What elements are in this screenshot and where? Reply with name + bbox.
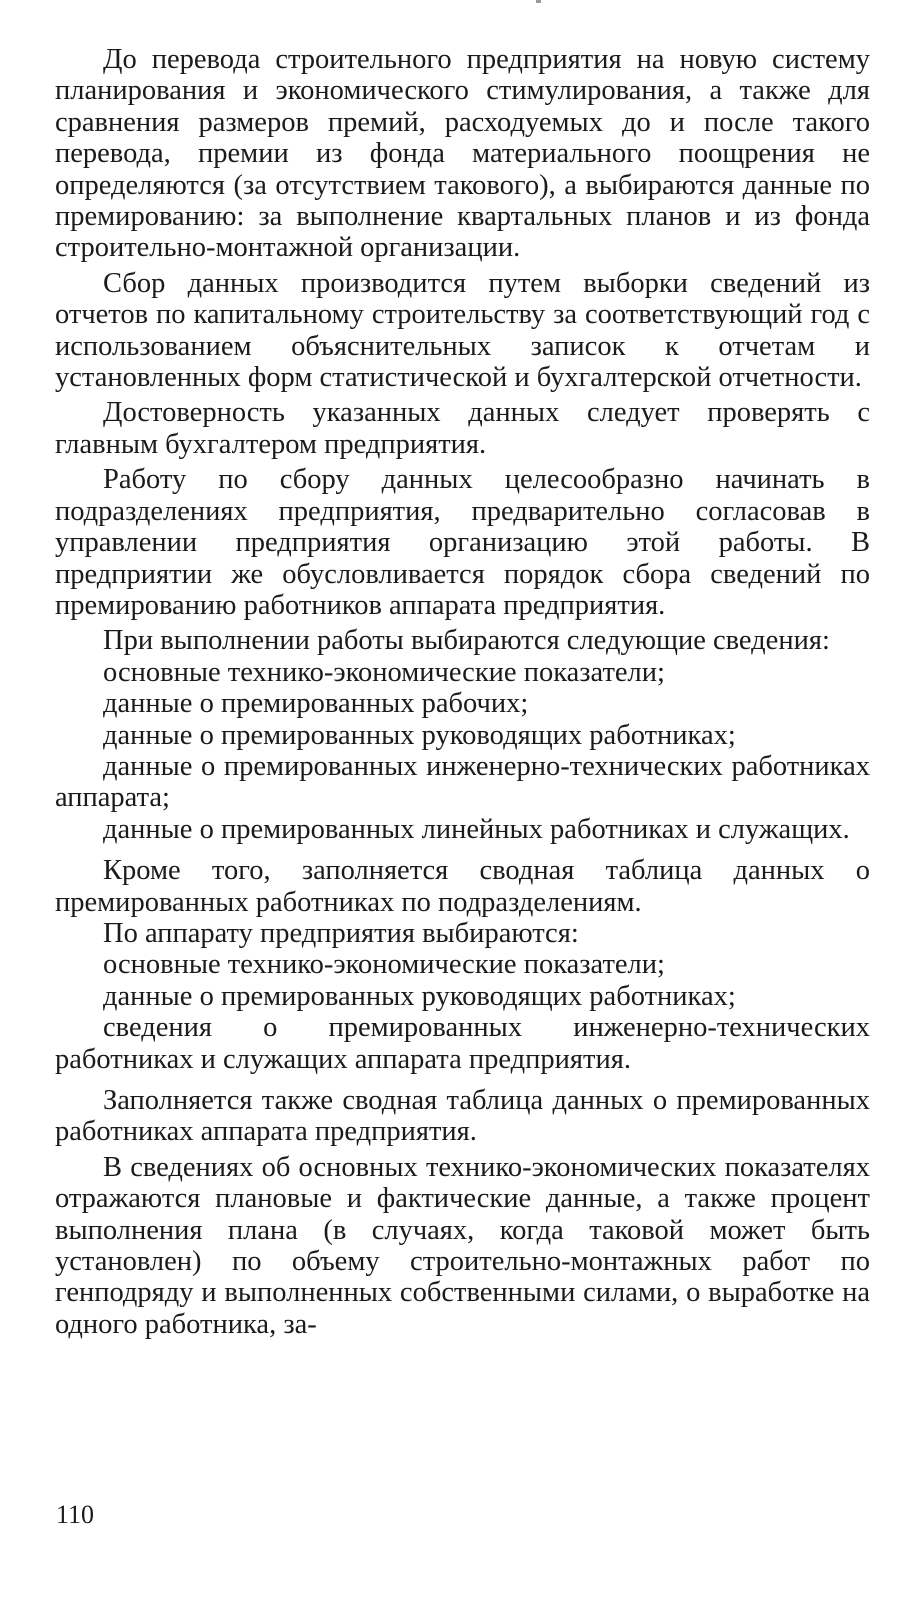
paragraph-apparatus-intro: По аппарату предприятия выбираются: bbox=[103, 917, 579, 949]
list-item: данные о премированных инженерно-технических работниках аппарата; bbox=[55, 750, 870, 814]
paragraph-verification: Достоверность указанных данных следует проверять с главным бухгалтером предприятия. bbox=[55, 397, 870, 460]
paragraph-summary-table: Кроме того, заполняется сводная таблица данных о премированных работниках по подразделениям. bbox=[55, 855, 870, 918]
page-number: 110 bbox=[56, 1500, 95, 1529]
list-item: данные о премированных линейных работниках и служащих. bbox=[103, 813, 850, 845]
scan-mark bbox=[536, 0, 541, 3]
list-item: основные технико-экономические показатели; bbox=[103, 949, 665, 981]
list-item: основные технико-экономические показатели; bbox=[103, 656, 665, 688]
list-item: данные о премированных руководящих работниках; bbox=[103, 980, 736, 1012]
list-item: данные о премированных рабочих; bbox=[103, 688, 529, 720]
list-item: сведения о премированных инженерно-технических работниках и служащих аппарата предприятия. bbox=[55, 1012, 870, 1075]
paragraph-data-collection: Сбор данных производится путем выборки сведений из отчетов по капитальному строительству за соответствующий год с использованием объяснительных записок к отчетам и установленных форм статистической и бухгалтерской отчетности. bbox=[55, 267, 870, 394]
paragraph-indicators: В сведениях об основных технико-экономических показателях отражаются плановые и фактические данные, а также процент выполнения плана (в случаях, когда таковой может быть установлен) по объему строительно-монтажных работ по генподряду и выполненных собственными силами, о выработке на одного работника, за- bbox=[55, 1151, 870, 1340]
paragraph-apparatus-table: Заполняется также сводная таблица данных о премированных работниках аппарата предприятия. bbox=[55, 1085, 870, 1148]
paragraph-list-intro: При выполнении работы выбираются следующие сведения: bbox=[103, 625, 830, 657]
document-page bbox=[55, 44, 870, 1484]
list-item: данные о премированных руководящих работниках; bbox=[103, 719, 736, 751]
paragraph-work-start: Работу по сбору данных целесообразно начинать в подразделениях предприятия, предварительно согласовав в управлении предприятия организацию этой работы. В предприятии же обусловливается порядок сбора сведений по премированию работников аппарата предприятия. bbox=[55, 464, 870, 621]
paragraph-bonus-context: До перевода строительного предприятия на новую систему планирования и экономического стимулирования, а также для сравнения размеров премий, расходуемых до и после такого перевода, премии из фонда материального поощрения не определяются (за отсутствием такового), а выбираются данные по премированию: за выполнение квартальных планов и из фонда строительно-монтажной организации. bbox=[55, 44, 870, 264]
